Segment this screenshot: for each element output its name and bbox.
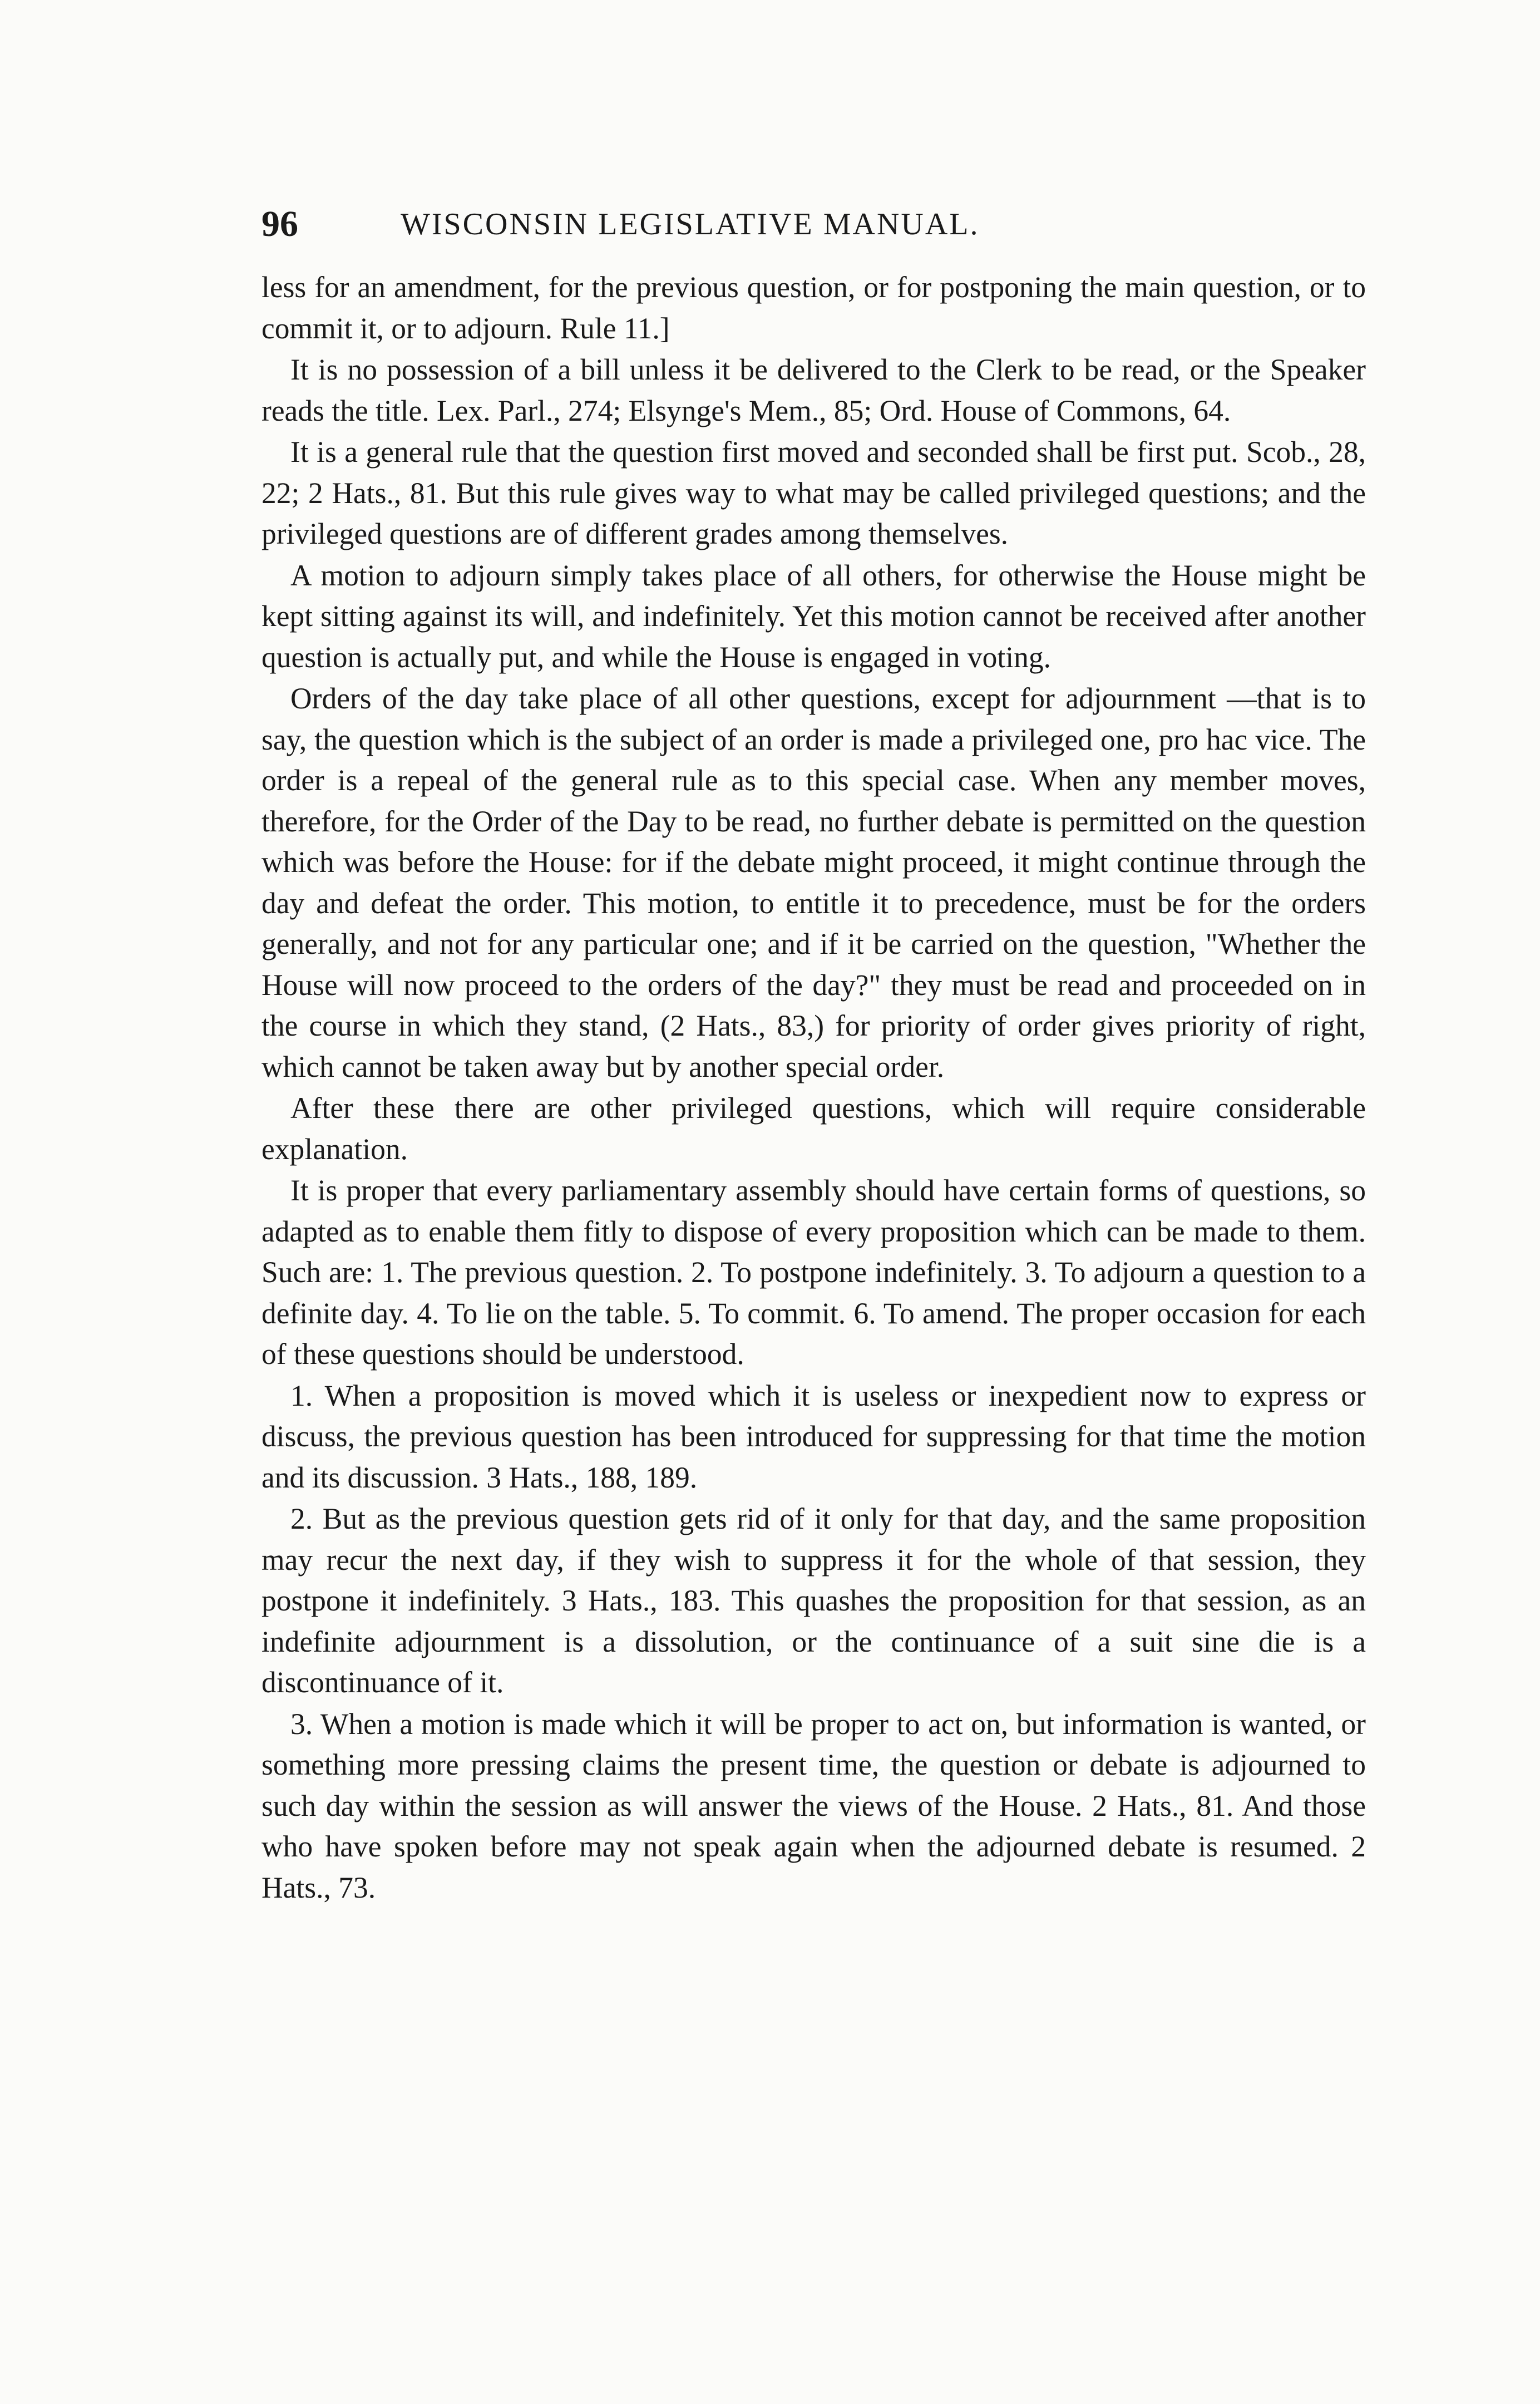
paragraph: Orders of the day take place of all other questions, except for adjournment —that is to say, the question which is the subject of an order is made a privileged one, pro hac vice. The order is a repeal of the general rule as to this special case. When any member moves, therefore, for the Order of the Day to be read, no further debate is permitted on the question which was before the House: for if the debate might proceed, it might continue through the day and defeat the order. This motion, to entitle it to precedence, must be for the orders generally, and not for any particular one; and if it be carried on the question, "Whether the House will now proceed to the orders of the day?" they must be read and proceeded on in the course in which they stand, (2 Hats., 83,) for priority of order gives priority of right, which cannot be taken away but by another special order. <box>261 682 1366 1083</box>
paragraph: less for an amendment, for the previous question, or for postponing the main question, or to commit it, or to adjourn. Rule 11.] <box>261 270 1366 345</box>
page-header <box>261 199 1252 249</box>
page-number: 96 <box>261 204 298 244</box>
paragraph: It is proper that every parliamentary assembly should have certain forms of questions, so adapted as to enable them fitly to dispose of every proposition which can be made to them. Such are: 1. The previous question. 2. To postpone indefinitely. 3. To adjourn a question to a definite day. 4. To lie on the table. 5. To commit. 6. To amend. The proper occasion for each of these questions should be understood. <box>261 1174 1366 1371</box>
paragraph: A motion to adjourn simply takes place of all others, for otherwise the House might be kept sitting against its will, and indefinitely. Yet this motion cannot be received after another question is actually put, and while the House is engaged in voting. <box>261 558 1366 674</box>
paragraph: 3. When a motion is made which it will be proper to act on, but information is wanted, or something more pressing claims the present time, the question or debate is adjourned to such day within the session as will answer the views of the House. 2 Hats., 81. And those who have spoken before may not speak again when the adjourned debate is resumed. 2 Hats., 73. <box>261 1707 1366 1904</box>
paragraph: After these there are other privileged questions, which will require considerable explanation. <box>261 1091 1366 1166</box>
paragraph: 1. When a proposition is moved which it is useless or inexpedient now to express or discuss, the previous question has been introduced for suppressing for that time the motion and its discussion. 3 Hats., 188, 189. <box>261 1378 1366 1494</box>
running-head: WISCONSIN LEGISLATIVE MANUAL. <box>401 207 980 242</box>
paragraph: It is a general rule that the question first moved and seconded shall be first put. Scob., 28, 22; 2 Hats., 81. But this rule gives way to what may be called privileged questions; and the privileged questions are of different grades among themselves. <box>261 435 1366 550</box>
body-text <box>261 267 1366 1908</box>
paragraph: 2. But as the previous question gets rid of it only for that day, and the same proposition may recur the next day, if they wish to suppress it for the whole of that session, they postpone it indefinitely. 3 Hats., 183. This quashes the proposition for that session, as an indefinite adjournment is a dissolution, or the continuance of a suit sine die is a discontinuance of it. <box>261 1502 1366 1699</box>
paragraph: It is no possession of a bill unless it be delivered to the Clerk to be read, or the Speaker reads the title. Lex. Parl., 274; Elsynge's Mem., 85; Ord. House of Commons, 64. <box>261 353 1366 427</box>
